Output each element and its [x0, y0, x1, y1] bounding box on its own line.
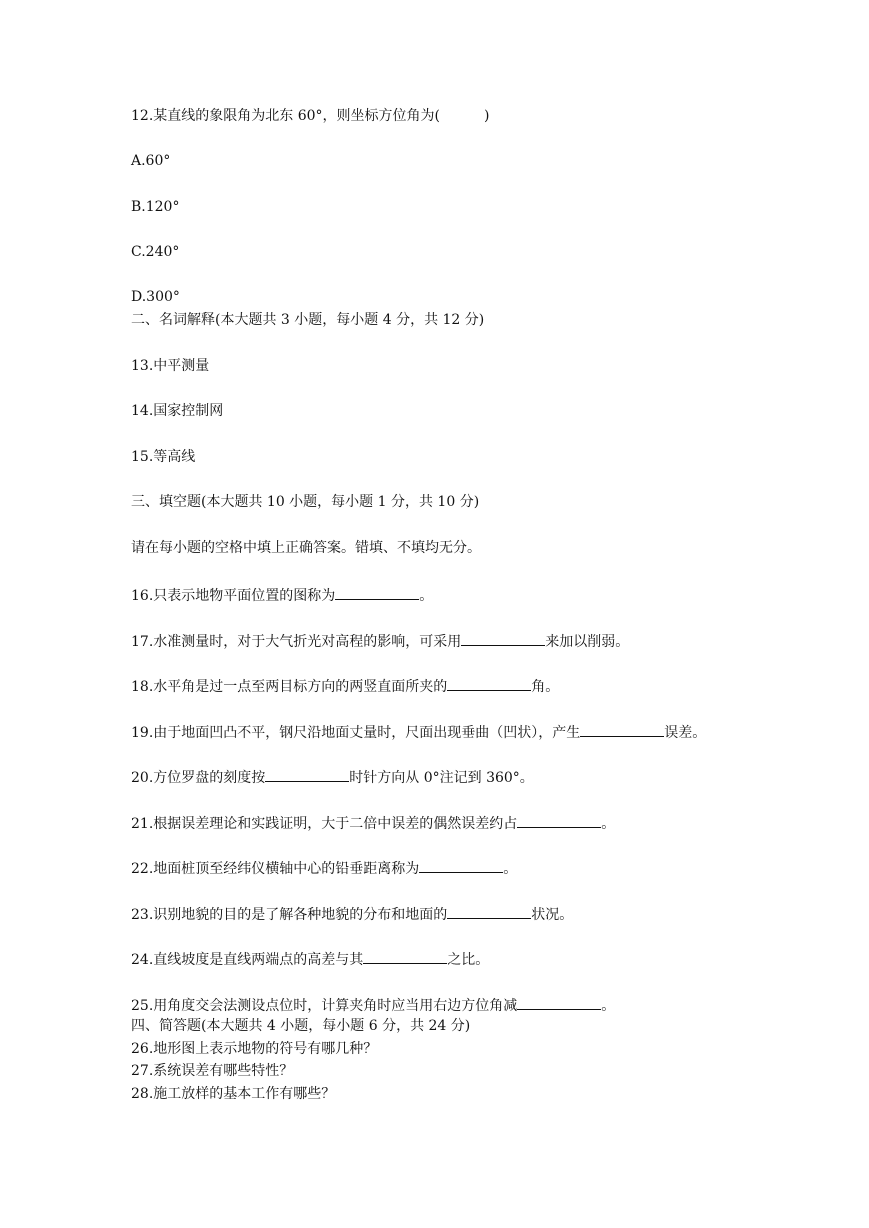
short-answer-26: 26.地形图上表示地物的符号有哪几种？: [131, 1041, 378, 1057]
fill-blank-19: [131, 721, 706, 742]
section-3-heading: 三、填空题(本大题共 10 小题，每小题 1 分，共 10 分): [131, 494, 480, 510]
question-12-stem: [131, 107, 489, 125]
answer-blank: [335, 584, 419, 600]
answer-blank: [517, 812, 601, 828]
section-3-instruction: 请在每小题的空格中填上正确答案。错填、不填均无分。: [131, 540, 481, 556]
fill-blank-16: [131, 584, 433, 605]
fill-blank-21: [131, 812, 615, 833]
fill-blank-text: 。: [601, 998, 616, 1014]
answer-blank: [419, 857, 503, 873]
fill-blank-text: 状况。: [531, 907, 574, 923]
option-c: C.240°: [131, 244, 180, 260]
fill-blank-text: 。: [503, 861, 518, 877]
answer-blank: [461, 630, 545, 646]
answer-blank: [363, 948, 447, 964]
fill-blank-24: [131, 948, 489, 969]
fill-blank-25: [131, 994, 615, 1015]
term-14: 14.国家控制网: [131, 403, 224, 419]
answer-blank: [447, 675, 531, 691]
fill-blank-text: 24.直线坡度是直线两端点的高差与其: [131, 952, 364, 968]
fill-blank-text: 来加以削弱。: [545, 634, 630, 650]
fill-blank-text: 之比。: [447, 952, 490, 968]
fill-blank-23: [131, 903, 573, 924]
fill-blank-text: 25.用角度交会法测设点位时，计算夹角时应当用右边方位角减: [131, 998, 518, 1014]
fill-blank-20: [131, 766, 534, 787]
answer-blank: [580, 721, 664, 737]
fill-blank-text: 误差。: [664, 725, 707, 741]
section-4-heading: 四、简答题(本大题共 4 小题，每小题 6 分，共 24 分): [131, 1018, 471, 1034]
fill-blank-text: 19.由于地面凹凸不平，钢尺沿地面丈量时，尺面出现垂曲（凹状），产生: [131, 725, 581, 741]
fill-blank-22: [131, 857, 517, 878]
option-a: A.60°: [131, 153, 171, 169]
fill-blank-18: [131, 675, 559, 696]
fill-blank-text: 时针方向从 0°注记到 360°。: [349, 770, 534, 786]
short-answer-28: 28.施工放样的基本工作有哪些？: [131, 1086, 336, 1102]
answer-blank: [265, 766, 349, 782]
fill-blank-text: 角。: [531, 679, 560, 695]
question-12-close-paren: ): [484, 108, 490, 124]
option-d: D.300°: [131, 289, 180, 305]
option-b: B.120°: [131, 199, 180, 215]
section-2-heading: 二、名词解释(本大题共 3 小题，每小题 4 分，共 12 分): [131, 312, 485, 328]
fill-blank-text: 21.根据误差理论和实践证明，大于二倍中误差的偶然误差约占: [131, 816, 518, 832]
fill-blank-text: 18.水平角是过一点至两目标方向的两竖直面所夹的: [131, 679, 448, 695]
fill-blank-text: 17.水准测量时，对于大气折光对高程的影响，可采用: [131, 634, 462, 650]
fill-blank-text: 。: [419, 588, 434, 604]
question-12-text: 12.某直线的象限角为北东 60°，则坐标方位角为(: [131, 108, 440, 124]
short-answer-27: 27.系统误差有哪些特性？: [131, 1063, 294, 1079]
fill-blank-text: 23.识别地貌的目的是了解各种地貌的分布和地面的: [131, 907, 448, 923]
term-13: 13.中平测量: [131, 358, 210, 374]
fill-blank-text: 16.只表示地物平面位置的图称为: [131, 588, 336, 604]
fill-blank-17: [131, 630, 629, 651]
fill-blank-text: 22.地面桩顶至经纬仪横轴中心的铅垂距离称为: [131, 861, 420, 877]
answer-blank: [517, 994, 601, 1010]
fill-blank-text: 。: [601, 816, 616, 832]
fill-blank-text: 20.方位罗盘的刻度按: [131, 770, 266, 786]
answer-blank: [447, 903, 531, 919]
term-15: 15.等高线: [131, 449, 196, 465]
